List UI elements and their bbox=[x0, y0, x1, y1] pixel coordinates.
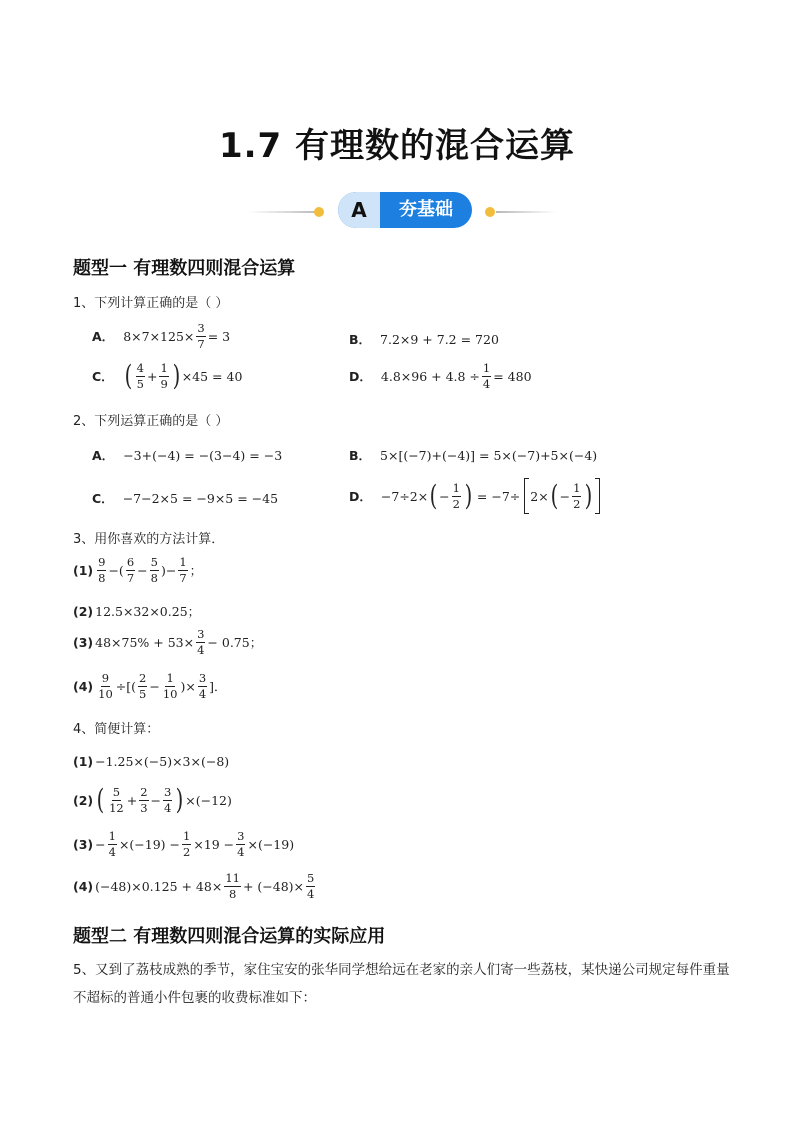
numerator: 1 bbox=[179, 555, 187, 569]
expr-part: − bbox=[137, 562, 148, 578]
expr-part: = 3 bbox=[207, 328, 231, 344]
expr-part: 8×7×125× bbox=[123, 328, 195, 344]
question-1-option-d bbox=[349, 362, 532, 390]
denominator: 9 bbox=[160, 376, 168, 391]
item-expression bbox=[95, 628, 262, 656]
fraction bbox=[182, 830, 191, 858]
expr-part: − bbox=[149, 678, 160, 694]
fraction bbox=[159, 362, 168, 390]
item-label: (2) bbox=[73, 603, 94, 619]
expr-part: + bbox=[126, 792, 138, 808]
denominator: 4 bbox=[197, 642, 205, 657]
level-pill bbox=[338, 192, 472, 228]
item-label: (3) bbox=[73, 634, 94, 650]
numerator: 3 bbox=[237, 829, 245, 843]
denominator: 12 bbox=[109, 800, 124, 815]
expr-part: ×19 − bbox=[193, 836, 235, 852]
numerator: 6 bbox=[126, 555, 135, 569]
option-expression: 7.2×9 + 7.2 = 720 bbox=[380, 331, 499, 347]
numerator: 1 bbox=[108, 829, 116, 843]
denominator: 5 bbox=[136, 376, 144, 391]
item-label: (4) bbox=[73, 678, 94, 694]
fraction bbox=[139, 786, 148, 814]
denominator: 4 bbox=[108, 844, 116, 859]
question-2-option-a bbox=[92, 446, 282, 464]
numerator: 4 bbox=[136, 361, 144, 375]
fraction bbox=[482, 362, 491, 390]
fraction bbox=[138, 672, 147, 700]
numerator: 3 bbox=[198, 671, 207, 685]
question-1-stem: 1、下列计算正确的是（ ） bbox=[73, 296, 229, 311]
option-expression bbox=[123, 322, 230, 350]
fraction bbox=[97, 672, 114, 700]
fraction bbox=[452, 482, 461, 510]
numerator: 1 bbox=[166, 671, 174, 685]
paren-open: ( bbox=[96, 783, 105, 817]
option-expression bbox=[381, 478, 602, 514]
fraction bbox=[572, 482, 581, 510]
denominator: 7 bbox=[126, 570, 135, 585]
denominator: 4 bbox=[198, 686, 207, 701]
paren-open: ( bbox=[429, 479, 438, 512]
paren-open: ( bbox=[124, 359, 132, 393]
numerator: 3 bbox=[164, 785, 172, 799]
expr-part: )− bbox=[160, 562, 177, 578]
fraction bbox=[306, 872, 315, 900]
question-5-stem: 5、又到了荔枝成熟的季节，家住宝安的张华同学想给远在老家的亲人们寄一些荔枝，某快递公司规定每件重量不超标的普通小件包裹的收费标准如下： bbox=[73, 962, 730, 1006]
fraction bbox=[150, 556, 159, 584]
item-label: (4) bbox=[73, 878, 94, 894]
question-1-option-c bbox=[92, 359, 243, 393]
fraction bbox=[163, 786, 172, 814]
question-4-item-3 bbox=[73, 830, 294, 858]
denominator: 2 bbox=[183, 844, 191, 859]
expr-part: ×(−12) bbox=[185, 792, 232, 808]
numerator: 3 bbox=[197, 627, 205, 641]
fraction bbox=[108, 830, 117, 858]
item-expression bbox=[95, 783, 232, 817]
expr-part: (−48)×0.125 + 48× bbox=[95, 878, 223, 894]
numerator: 9 bbox=[101, 671, 110, 685]
fraction bbox=[224, 872, 241, 900]
denominator: 4 bbox=[164, 800, 172, 815]
item-label: (2) bbox=[73, 792, 94, 808]
expr-part: − bbox=[559, 488, 571, 504]
numerator: 5 bbox=[112, 785, 121, 799]
expr-part: 4.8×96 + 4.8 ÷ bbox=[380, 368, 480, 384]
item-expression: −1.25×(−5)×3×(−8) bbox=[95, 754, 230, 769]
denominator: 4 bbox=[307, 886, 315, 901]
expr-part: + (−48)× bbox=[242, 878, 305, 894]
fraction bbox=[198, 672, 207, 700]
denominator: 8 bbox=[228, 886, 237, 901]
expr-part: ]． bbox=[209, 679, 227, 695]
item-label: (1) bbox=[73, 754, 94, 769]
option-label: D． bbox=[349, 489, 372, 504]
question-2-option-c bbox=[92, 489, 278, 507]
question-3-item-4 bbox=[73, 672, 227, 700]
denominator: 10 bbox=[98, 686, 113, 701]
page-title: 1.7 有理数的混合运算 bbox=[218, 126, 576, 166]
question-4-item-2 bbox=[73, 783, 232, 817]
numerator: 1 bbox=[452, 480, 460, 495]
paren-close: ) bbox=[585, 479, 593, 512]
option-label: B． bbox=[349, 448, 372, 463]
numerator: 2 bbox=[140, 785, 148, 799]
question-2-stem: 2、下列运算正确的是（ ） bbox=[73, 414, 229, 429]
expr-part: = 480 bbox=[493, 368, 532, 384]
question-1-option-b bbox=[349, 330, 499, 348]
expr-part: ÷[( bbox=[115, 678, 136, 694]
paren-close: ) bbox=[172, 359, 181, 393]
level-banner bbox=[240, 192, 560, 232]
question-4-item-1 bbox=[73, 754, 229, 769]
fraction bbox=[108, 786, 125, 814]
option-expression bbox=[123, 359, 243, 393]
expr-part: 48×75% + 53× bbox=[95, 634, 195, 650]
denominator: 4 bbox=[237, 844, 245, 859]
paren-close: ) bbox=[464, 479, 473, 512]
fraction bbox=[126, 556, 135, 584]
expr-part: − bbox=[439, 488, 450, 504]
denominator: 7 bbox=[179, 570, 187, 585]
option-label: A． bbox=[92, 329, 115, 345]
level-text: 夯基础 bbox=[399, 199, 453, 220]
numerator: 2 bbox=[139, 671, 147, 685]
denominator: 2 bbox=[573, 496, 581, 511]
fraction bbox=[97, 556, 106, 584]
expr-part: )× bbox=[180, 678, 196, 694]
fraction bbox=[196, 322, 205, 350]
item-expression bbox=[95, 830, 294, 858]
question-2-option-d bbox=[349, 478, 601, 514]
expr-part: −( bbox=[108, 562, 124, 578]
question-2-option-b bbox=[349, 446, 597, 464]
numerator: 1 bbox=[573, 480, 581, 495]
expr-part: ×(−19) − bbox=[118, 836, 180, 852]
item-expression bbox=[95, 556, 202, 584]
expr-part: + bbox=[146, 368, 158, 384]
bracket-open bbox=[524, 478, 529, 514]
option-expression: −3+(−4) = −(3−4) = −3 bbox=[123, 447, 283, 463]
option-expression: 5×[(−7)+(−4)] = 5×(−7)+5×(−4) bbox=[380, 447, 598, 463]
item-label: (3) bbox=[73, 836, 94, 852]
denominator: 7 bbox=[197, 336, 205, 351]
expr-part: − bbox=[150, 792, 161, 808]
bracket-close bbox=[595, 478, 600, 514]
decorative-dot-right bbox=[485, 207, 495, 217]
question-3-item-1 bbox=[73, 556, 202, 584]
question-3-item-3 bbox=[73, 628, 262, 656]
item-expression bbox=[95, 872, 317, 900]
expr-part: 2× bbox=[530, 488, 549, 504]
denominator: 4 bbox=[482, 376, 491, 391]
paren-close: ) bbox=[175, 783, 184, 817]
section-title-1: 题型一 有理数四则混合运算 bbox=[73, 258, 296, 279]
fraction bbox=[236, 830, 245, 858]
denominator: 3 bbox=[140, 800, 148, 815]
item-expression bbox=[95, 672, 226, 700]
numerator: 11 bbox=[225, 871, 240, 885]
fraction bbox=[196, 628, 205, 656]
expr-part: ； bbox=[189, 563, 203, 579]
option-label: B． bbox=[349, 332, 372, 347]
option-label: C． bbox=[92, 369, 114, 385]
numerator: 1 bbox=[482, 361, 491, 375]
item-label: (1) bbox=[73, 562, 94, 578]
decorative-line-right bbox=[496, 211, 556, 213]
option-label: C． bbox=[92, 491, 114, 506]
numerator: 5 bbox=[307, 871, 315, 885]
level-letter: A bbox=[338, 192, 380, 228]
expr-part: − bbox=[95, 836, 106, 852]
denominator: 5 bbox=[139, 686, 147, 701]
fraction bbox=[162, 672, 179, 700]
denominator: 10 bbox=[162, 686, 178, 701]
decorative-dot-left bbox=[314, 207, 324, 217]
expr-part: ×45 = 40 bbox=[181, 368, 243, 384]
option-label: A． bbox=[92, 448, 115, 463]
option-expression bbox=[381, 362, 532, 390]
question-4-stem: 4、简便计算： bbox=[73, 722, 160, 737]
paren-open: ( bbox=[550, 479, 558, 512]
fraction bbox=[136, 362, 145, 390]
option-expression: −7−2×5 = −9×5 = −45 bbox=[122, 490, 279, 506]
denominator: 8 bbox=[150, 570, 158, 585]
item-expression: 12.5×32×0.25； bbox=[95, 604, 201, 619]
fraction bbox=[178, 556, 187, 584]
numerator: 3 bbox=[197, 321, 205, 335]
section-title-2: 题型二 有理数四则混合运算的实际应用 bbox=[73, 926, 386, 947]
question-3-item-2 bbox=[73, 602, 200, 620]
numerator: 5 bbox=[150, 555, 158, 569]
expr-part: ×(−19) bbox=[247, 836, 295, 852]
expr-part: −7÷2× bbox=[380, 488, 429, 504]
numerator: 9 bbox=[98, 555, 106, 569]
denominator: 2 bbox=[452, 496, 460, 511]
expr-part: − 0.75； bbox=[207, 635, 263, 651]
option-label: D． bbox=[349, 369, 372, 385]
decorative-line-left bbox=[248, 211, 320, 213]
numerator: 1 bbox=[183, 829, 191, 843]
question-3-stem: 3、用你喜欢的方法计算． bbox=[73, 532, 225, 547]
question-4-item-4 bbox=[73, 872, 317, 900]
expr-part: = −7÷ bbox=[476, 488, 521, 504]
denominator: 8 bbox=[98, 570, 106, 585]
numerator: 1 bbox=[160, 361, 168, 375]
question-1-option-a bbox=[92, 322, 230, 350]
